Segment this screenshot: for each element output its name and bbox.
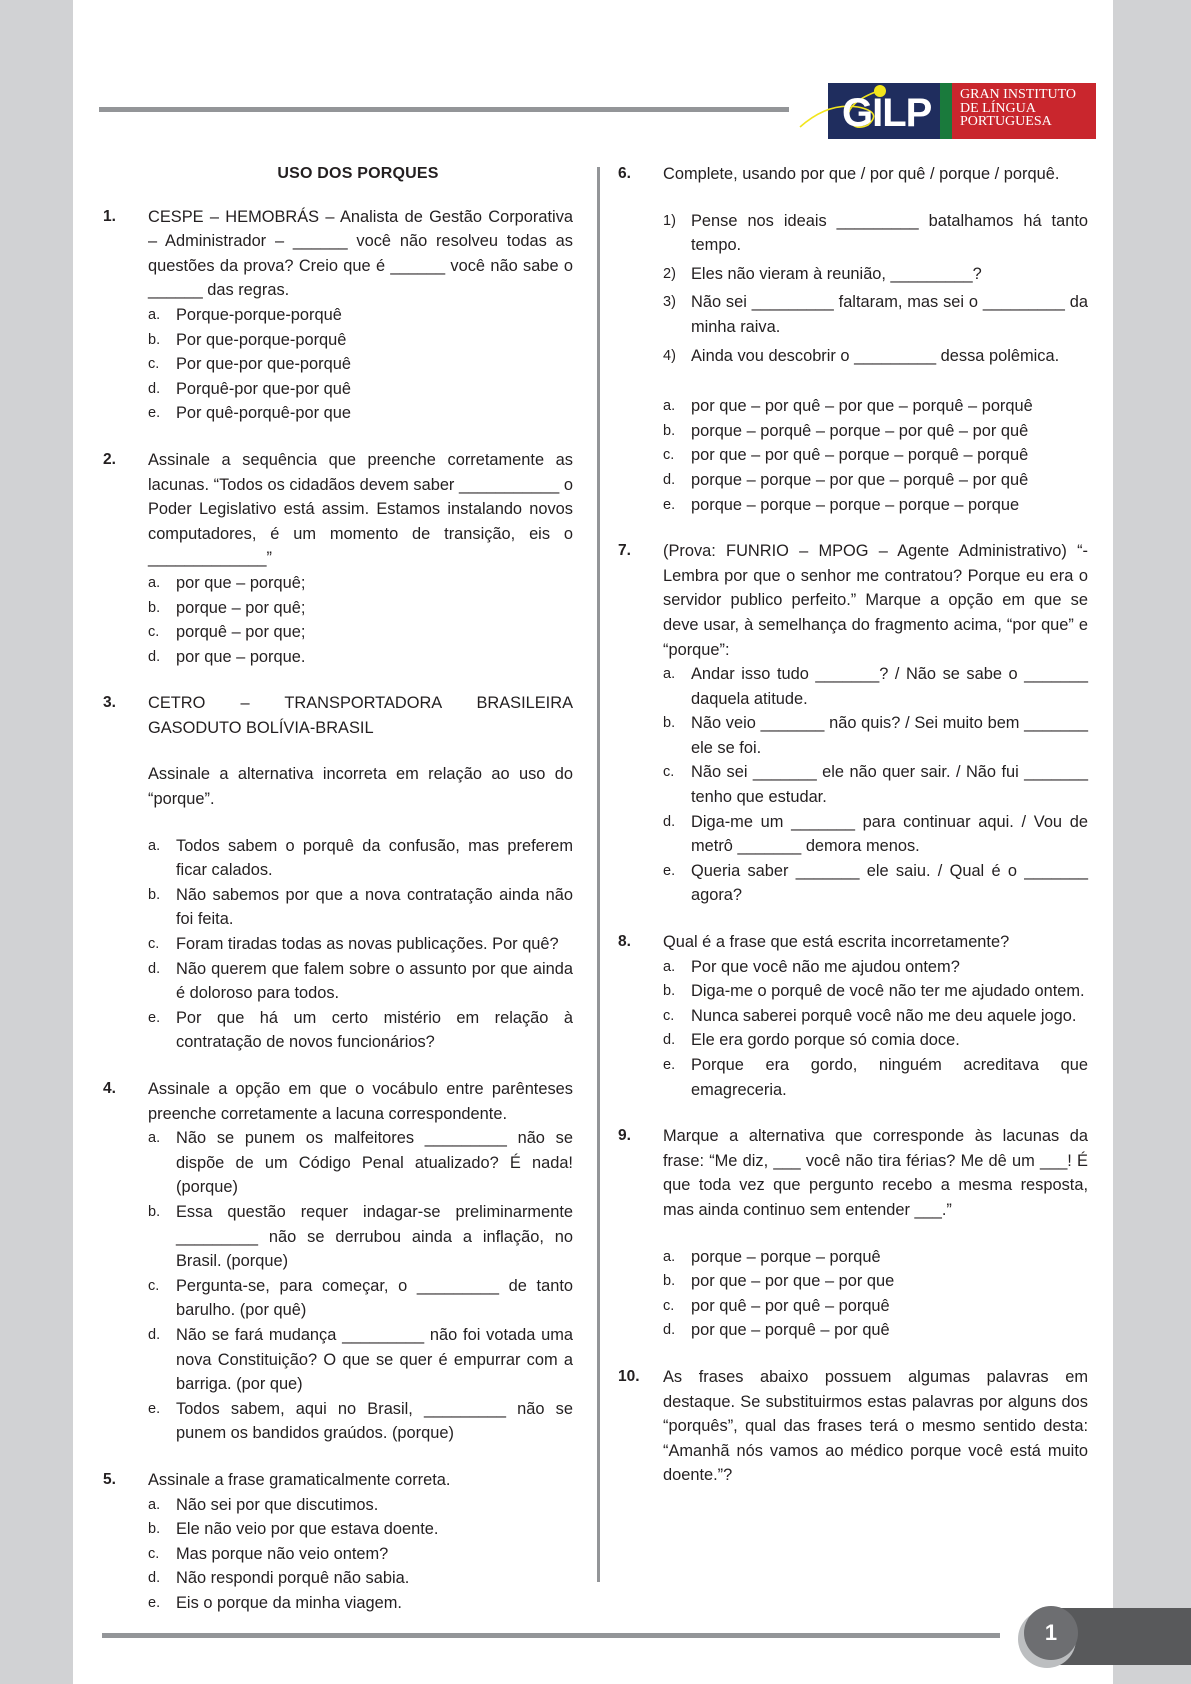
option-text: Não querem que falem sobre o assunto por que ainda é doloroso para todos. [176, 959, 573, 1003]
question-stem: Marque a alternativa que corresponde às lacunas da frase: “Me diz, ___ você não tira férias? Me dê um ___! É que toda vez que pergunto recebo a mesma resposta, mas ainda continuo sem entender ___.” [663, 1127, 1088, 1219]
option[interactable] [148, 834, 573, 883]
header-rule [99, 107, 789, 112]
option[interactable] [148, 328, 573, 353]
option[interactable] [663, 1004, 1088, 1029]
option-label: c. [148, 1545, 160, 1562]
question-7 [618, 539, 1088, 908]
option-text: porque – porquê – porque – por quê – por quê [691, 421, 1029, 440]
question-number: 5. [103, 1470, 116, 1488]
option[interactable] [663, 394, 1088, 419]
option[interactable] [663, 760, 1088, 809]
footer-rule [102, 1633, 1000, 1638]
option[interactable] [148, 352, 573, 377]
option-list [663, 662, 1088, 908]
item-label: 3) [663, 294, 676, 311]
question-stem: CETRO – TRANSPORTADORA BRASILEIRA GASODUTO BOLÍVIA-BRASIL [148, 694, 573, 737]
item-text: Ainda vou descobrir o _________ dessa polêmica. [691, 346, 1060, 365]
option-label: c. [663, 764, 675, 781]
option[interactable] [148, 957, 573, 1006]
logo-institute-name [960, 88, 1076, 129]
option-label: a. [663, 666, 676, 683]
option-text: Essa questão requer indagar-se preliminarmente _________ não se derrubou ainda a inflação, no Brasil. (porque) [176, 1202, 573, 1271]
option-text: porque – porque – por que – porquê – por quê [691, 470, 1029, 489]
item-label: 2) [663, 265, 676, 282]
option-list [148, 1126, 573, 1446]
page-number-badge: 1 [1024, 1606, 1078, 1660]
question-number: 4. [103, 1080, 116, 1097]
question-10 [618, 1365, 1088, 1488]
option-text: porque – por quê; [176, 598, 306, 617]
question-number: 1. [103, 207, 116, 225]
option-text: por que – por que – por que [691, 1272, 895, 1291]
option-label: e. [663, 862, 676, 879]
gilp-logo [828, 83, 1096, 139]
option-list [148, 571, 573, 669]
option-text: Não se punem os malfeitores _________ não se dispõe de um Código Penal atualizado? É nada! (porque) [176, 1129, 573, 1197]
option[interactable] [663, 493, 1088, 518]
option-label: a. [148, 574, 161, 591]
option-text: Não respondi porquê não sabia. [176, 1569, 410, 1588]
option[interactable] [148, 1397, 573, 1446]
sentence-item [663, 290, 1088, 339]
option[interactable] [663, 859, 1088, 908]
logo-line-1: GRAN INSTITUTO [960, 87, 1077, 102]
option[interactable] [663, 443, 1088, 468]
option-list [663, 955, 1088, 1103]
option-text: Não sabemos por que a nova contratação ainda não foi feita. [176, 885, 573, 929]
column-divider [597, 167, 600, 1582]
question-1 [103, 205, 573, 426]
option-text: Ele era gordo porque só comia doce. [691, 1031, 960, 1050]
option-label: a. [663, 1248, 676, 1265]
option-text: Por quê-porquê-por que [176, 404, 351, 423]
option-text: por quê – por quê – porquê [691, 1296, 890, 1315]
question-number: 9. [618, 1127, 631, 1145]
option[interactable] [148, 596, 573, 621]
option-label: c. [663, 1007, 675, 1024]
option-text: por que – por quê – porque – porquê – porquê [691, 446, 1029, 465]
option-label: b. [148, 599, 161, 616]
question-stem: Qual é a frase que está escrita incorretamente? [663, 933, 1010, 952]
option-label: b. [663, 1273, 676, 1290]
sentence-list [663, 209, 1088, 369]
option-text: Nunca saberei porquê você não me deu aquele jogo. [691, 1006, 1077, 1025]
option[interactable] [663, 1318, 1088, 1343]
option-label: d. [663, 1322, 676, 1339]
option-label: a. [148, 1496, 161, 1513]
option[interactable] [663, 711, 1088, 760]
option-label: e. [148, 1594, 161, 1611]
option-text: por que – porquê; [176, 573, 306, 592]
option[interactable] [148, 645, 573, 670]
option-label: e. [148, 1400, 161, 1417]
question-stem: Assinale a frase gramaticalmente correta. [148, 1470, 451, 1489]
option-text: por que – porque. [176, 647, 306, 666]
question-number: 7. [618, 542, 631, 560]
question-stem: Complete, usando por que / por quê / porque / porquê. [663, 165, 1060, 183]
option-label: d. [663, 471, 676, 488]
option-label: c. [148, 356, 160, 373]
option[interactable] [148, 1274, 573, 1323]
question-3 [103, 691, 573, 1055]
option-text: Diga-me o porquê de você não ter me ajudado ontem. [691, 982, 1085, 1001]
option-text: Por que-porque-porquê [176, 330, 347, 349]
option[interactable] [663, 419, 1088, 444]
option-label: a. [148, 837, 161, 854]
question-4 [103, 1077, 573, 1446]
option[interactable] [663, 979, 1088, 1004]
option[interactable] [663, 468, 1088, 493]
question-number: 2. [103, 450, 116, 468]
question-number: 6. [618, 165, 631, 182]
option[interactable] [148, 932, 573, 957]
option-label: c. [663, 447, 675, 464]
option[interactable] [663, 1294, 1088, 1319]
sentence-item [663, 209, 1088, 258]
option[interactable] [663, 662, 1088, 711]
sentence-item [663, 344, 1088, 369]
option[interactable] [148, 883, 573, 932]
question-9 [618, 1124, 1088, 1343]
option-text: por que – porquê – por quê [691, 1321, 890, 1340]
option-text: Foram tiradas todas as novas publicações. Por quê? [176, 935, 559, 954]
option-label: a. [148, 1130, 161, 1147]
option-label: a. [148, 306, 161, 323]
option[interactable] [148, 1591, 573, 1616]
logo-line-2: DE LÍNGUA [960, 100, 1036, 116]
option[interactable] [148, 1323, 573, 1397]
option[interactable] [663, 1269, 1088, 1294]
option[interactable] [148, 377, 573, 402]
option-label: d. [663, 813, 676, 830]
option-text: porquê – por que; [176, 623, 306, 642]
item-label: 4) [663, 347, 676, 364]
option-text: Porque-porque-porquê [176, 305, 342, 324]
option-label: e. [148, 1009, 161, 1026]
option-text: Por que você não me ajudou ontem? [691, 957, 960, 976]
option-label: d. [148, 380, 161, 397]
option[interactable] [148, 1493, 573, 1518]
document-page [73, 0, 1113, 1684]
option-label: b. [148, 1203, 161, 1220]
option[interactable] [148, 1200, 573, 1274]
option-text: Ele não veio por que estava doente. [176, 1520, 439, 1539]
option-label: c. [148, 624, 160, 641]
option-label: e. [148, 405, 161, 422]
option[interactable] [148, 1566, 573, 1591]
option-list [663, 1245, 1088, 1343]
option-text: por que – por quê – por que – porquê – porquê [691, 397, 1033, 416]
option[interactable] [663, 1053, 1088, 1102]
option-label: b. [663, 422, 676, 439]
option-label: c. [663, 1297, 675, 1314]
option-list [663, 394, 1088, 517]
option-text: Diga-me um _______ para continuar aqui. / Vou de metrô _______ demora menos. [691, 812, 1088, 856]
option-text: Mas porque não veio ontem? [176, 1544, 389, 1563]
option-text: Não se fará mudança _________ não foi votada uma nova Constituição? O que se quer é empurrar com a barriga. (por que) [176, 1325, 573, 1394]
option-label: a. [663, 398, 676, 415]
question-stem: CESPE – HEMOBRÁS – Analista de Gestão Corporativa – Administrador – ______ você não resolveu todas as questões da prova? Creio que é ______ você não sabe o ______ das regras. [148, 207, 573, 300]
option[interactable] [663, 1028, 1088, 1053]
option-label: e. [663, 1057, 676, 1073]
option-text: Por que-por que-porquê [176, 355, 351, 374]
option[interactable] [663, 810, 1088, 859]
question-number: 10. [618, 1367, 640, 1385]
option[interactable] [148, 620, 573, 645]
option-text: Eis o porque da minha viagem. [176, 1593, 402, 1612]
question-2 [103, 448, 573, 669]
question-8 [618, 930, 1088, 1102]
option-label: d. [148, 960, 161, 977]
option-label: b. [148, 1521, 161, 1538]
option-label: b. [148, 886, 161, 903]
logo-mark: GILP [842, 91, 932, 135]
option[interactable] [148, 1126, 573, 1200]
option-label: b. [148, 331, 161, 348]
question-number: 3. [103, 694, 116, 712]
option-list [148, 303, 573, 426]
sentence-item [663, 262, 1088, 287]
option-text: Não sei _______ ele não quer sair. / Não fui _______ tenho que estudar. [691, 763, 1088, 807]
item-label: 1) [663, 212, 676, 229]
option-label: c. [148, 936, 160, 953]
option[interactable] [148, 571, 573, 596]
option-text: Todos sabem o porquê da confusão, mas preferem ficar calados. [176, 836, 573, 880]
question-5 [103, 1468, 573, 1616]
option-label: c. [148, 1277, 160, 1294]
option-label: e. [663, 496, 676, 513]
option-text: Porque era gordo, ninguém acreditava que emagreceria. [691, 1056, 1088, 1099]
question-number: 8. [618, 933, 631, 951]
question-6 [618, 162, 1088, 517]
option-text: Porquê-por que-por quê [176, 379, 351, 398]
option-text: Andar isso tudo _______? / Não se sabe o _______ daquela atitude. [691, 665, 1088, 708]
option-text: Por que há um certo mistério em relação à contratação de novos funcionários? [176, 1008, 573, 1052]
option-label: d. [148, 648, 161, 665]
question-stem: Assinale a opção em que o vocábulo entre parênteses preenche corretamente a lacuna correspondente. [148, 1080, 573, 1123]
question-stem: (Prova: FUNRIO – MPOG – Agente Administrativo) “-Lembra por que o senhor me contratou? Porque eu era o servidor publico perfeito.” Marque a opção em que se deve usar, à semelhança do fragmento acima, “por que” e “porque”: [663, 542, 1088, 659]
option-text: Pergunta-se, para começar, o _________ de tanto barulho. (por quê) [176, 1276, 573, 1320]
question-stem: Assinale a sequência que preenche corretamente as lacunas. “Todos os cidadãos devem saber ___________ o Poder Legislativo está assim. Estamos instalando novos computadores, é um momento de transição, eis o _____________” [148, 450, 573, 568]
option-label: a. [663, 958, 676, 975]
item-text: Não sei _________ faltaram, mas sei o _________ da minha raiva. [691, 293, 1088, 336]
option-text: porque – porque – porquê [691, 1247, 881, 1266]
option[interactable] [148, 1542, 573, 1567]
logo-line-3: PORTUGUESA [960, 114, 1052, 129]
left-column [103, 162, 573, 1637]
option-text: porque – porque – porque – porque – porque [691, 495, 1020, 514]
option-label: d. [148, 1570, 161, 1587]
item-text: Pense nos ideais _________ batalhamos há tanto tempo. [691, 211, 1088, 255]
option-text: Não sei por que discutimos. [176, 1495, 379, 1514]
option-list [148, 1493, 573, 1616]
option[interactable] [663, 955, 1088, 980]
option-label: b. [663, 715, 676, 732]
option-text: Queria saber _______ ele saiu. / Qual é o _______ agora? [691, 861, 1088, 905]
option-text: Não veio _______ não quis? / Sei muito bem _______ ele se foi. [691, 714, 1088, 757]
option[interactable] [148, 1006, 573, 1055]
question-stem: As frases abaixo possuem algumas palavras em destaque. Se substituirmos estas palavras por alguns dos “porquês”, qual das frases terá o mesmo sentido desta: “Amanhã nós vamos ao médico porque você está muito doente.”? [663, 1367, 1088, 1485]
option-label: d. [663, 1032, 676, 1049]
logo-green-strip [940, 83, 952, 139]
option-list [148, 834, 573, 1055]
page-title: USO DOS PORQUES [277, 165, 439, 182]
option[interactable] [148, 1517, 573, 1542]
option[interactable] [663, 1245, 1088, 1270]
option-label: d. [148, 1326, 161, 1343]
right-column [618, 162, 1088, 1510]
option[interactable] [148, 401, 573, 426]
item-text: Eles não vieram à reunião, _________? [691, 264, 982, 283]
question-instruction: Assinale a alternativa incorreta em relação ao uso do “porque”. [148, 765, 573, 809]
option-label: b. [663, 983, 676, 1000]
option[interactable] [148, 303, 573, 328]
option-text: Todos sabem, aqui no Brasil, _________ não se punem os bandidos graúdos. (porque) [176, 1399, 573, 1443]
